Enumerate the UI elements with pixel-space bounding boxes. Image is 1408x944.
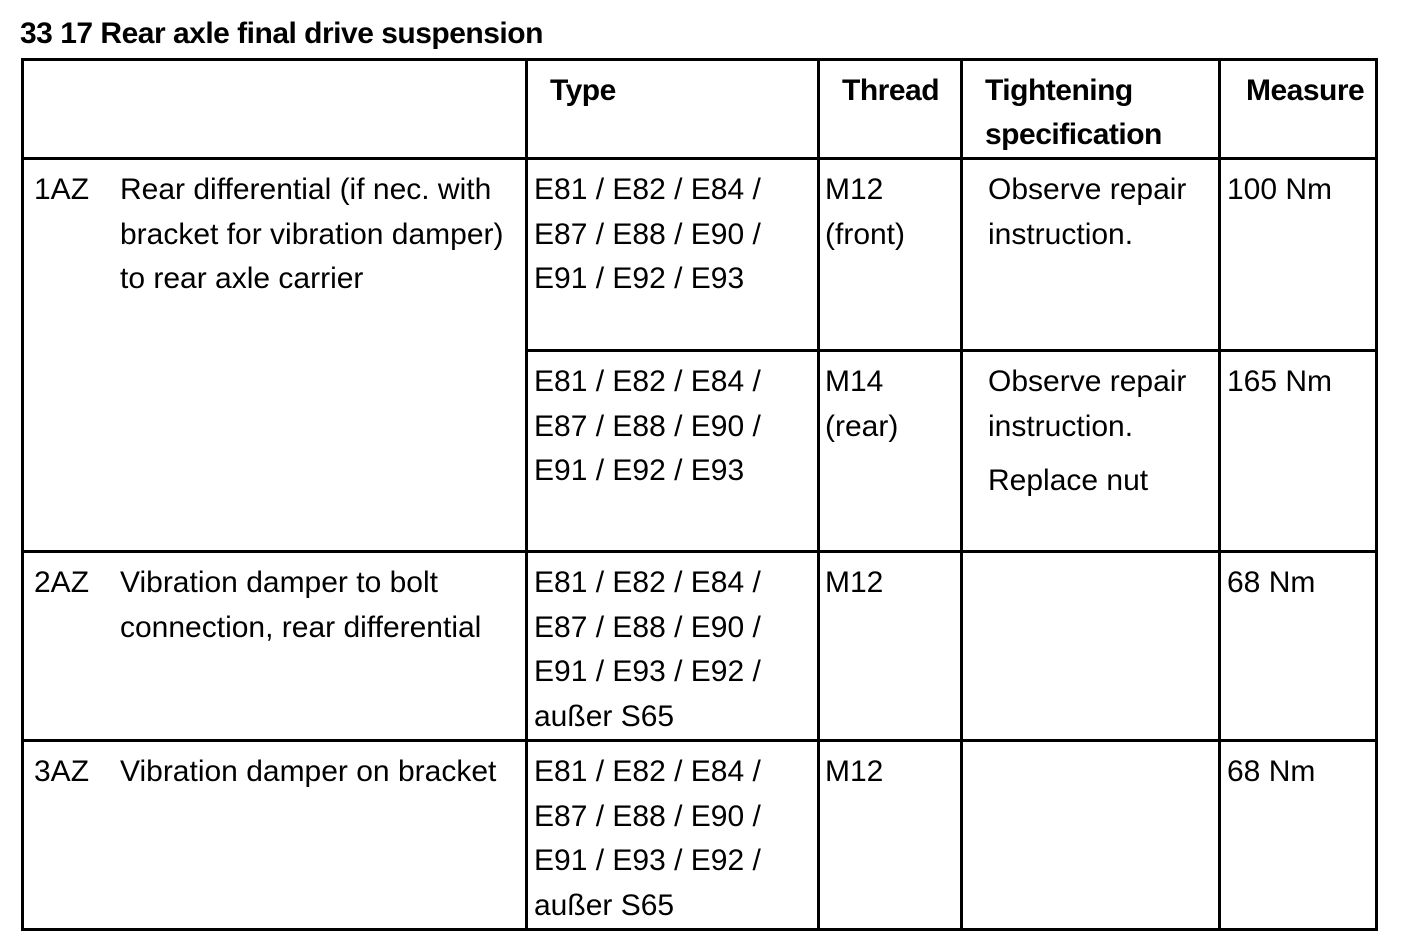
header-position bbox=[23, 60, 527, 159]
position-description: Vibration damper to bolt connection, rear differential bbox=[120, 566, 482, 644]
header-tightening-specification: Tightening specification bbox=[962, 60, 1220, 159]
table-row bbox=[23, 552, 1377, 741]
type-cell: E81 / E82 / E84 / E87 / E88 / E90 / E91 / E93 / E92 / außer S65 bbox=[527, 741, 819, 930]
torque-spec-table bbox=[21, 58, 1378, 931]
tightening-cell bbox=[962, 552, 1220, 741]
header-type: Type bbox=[527, 60, 819, 159]
type-cell: E81 / E82 / E84 / E87 / E88 / E90 / E91 / E92 / E93 bbox=[527, 159, 819, 351]
measure-cell: 100 Nm bbox=[1220, 159, 1377, 351]
table-row bbox=[23, 159, 1377, 351]
thread-cell: M12 (front) bbox=[819, 159, 962, 351]
measure-cell: 68 Nm bbox=[1220, 741, 1377, 930]
thread-cell: M12 bbox=[819, 741, 962, 930]
tightening-cell: Observe repair instruction. Replace nut bbox=[962, 351, 1220, 552]
header-measure: Measure bbox=[1220, 60, 1377, 159]
position-description: Rear differential (if nec. with bracket for vibration damper) to rear axle carrier bbox=[120, 173, 504, 295]
thread-cell: M12 bbox=[819, 552, 962, 741]
position-code: 1AZ bbox=[34, 173, 90, 206]
type-cell: E81 / E82 / E84 / E87 / E88 / E90 / E91 / E93 / E92 / außer S65 bbox=[527, 552, 819, 741]
position-cell bbox=[23, 741, 527, 930]
measure-cell: 68 Nm bbox=[1220, 552, 1377, 741]
tightening-cell: Observe repair instruction. bbox=[962, 159, 1220, 351]
position-code: 2AZ bbox=[34, 566, 90, 599]
position-code: 3AZ bbox=[34, 755, 90, 788]
replace-nut-note: Replace nut bbox=[988, 464, 1149, 497]
header-thread: Thread bbox=[819, 60, 962, 159]
measure-cell: 165 Nm bbox=[1220, 351, 1377, 552]
table-header-row bbox=[23, 60, 1377, 159]
position-description: Vibration damper on bracket bbox=[120, 755, 497, 788]
table-row bbox=[23, 741, 1377, 930]
page-title: 33 17 Rear axle final drive suspension bbox=[20, 17, 543, 50]
type-cell: E81 / E82 / E84 / E87 / E88 / E90 / E91 / E92 / E93 bbox=[527, 351, 819, 552]
thread-cell: M14 (rear) bbox=[819, 351, 962, 552]
position-cell bbox=[23, 159, 527, 552]
tightening-cell bbox=[962, 741, 1220, 930]
position-cell bbox=[23, 552, 527, 741]
